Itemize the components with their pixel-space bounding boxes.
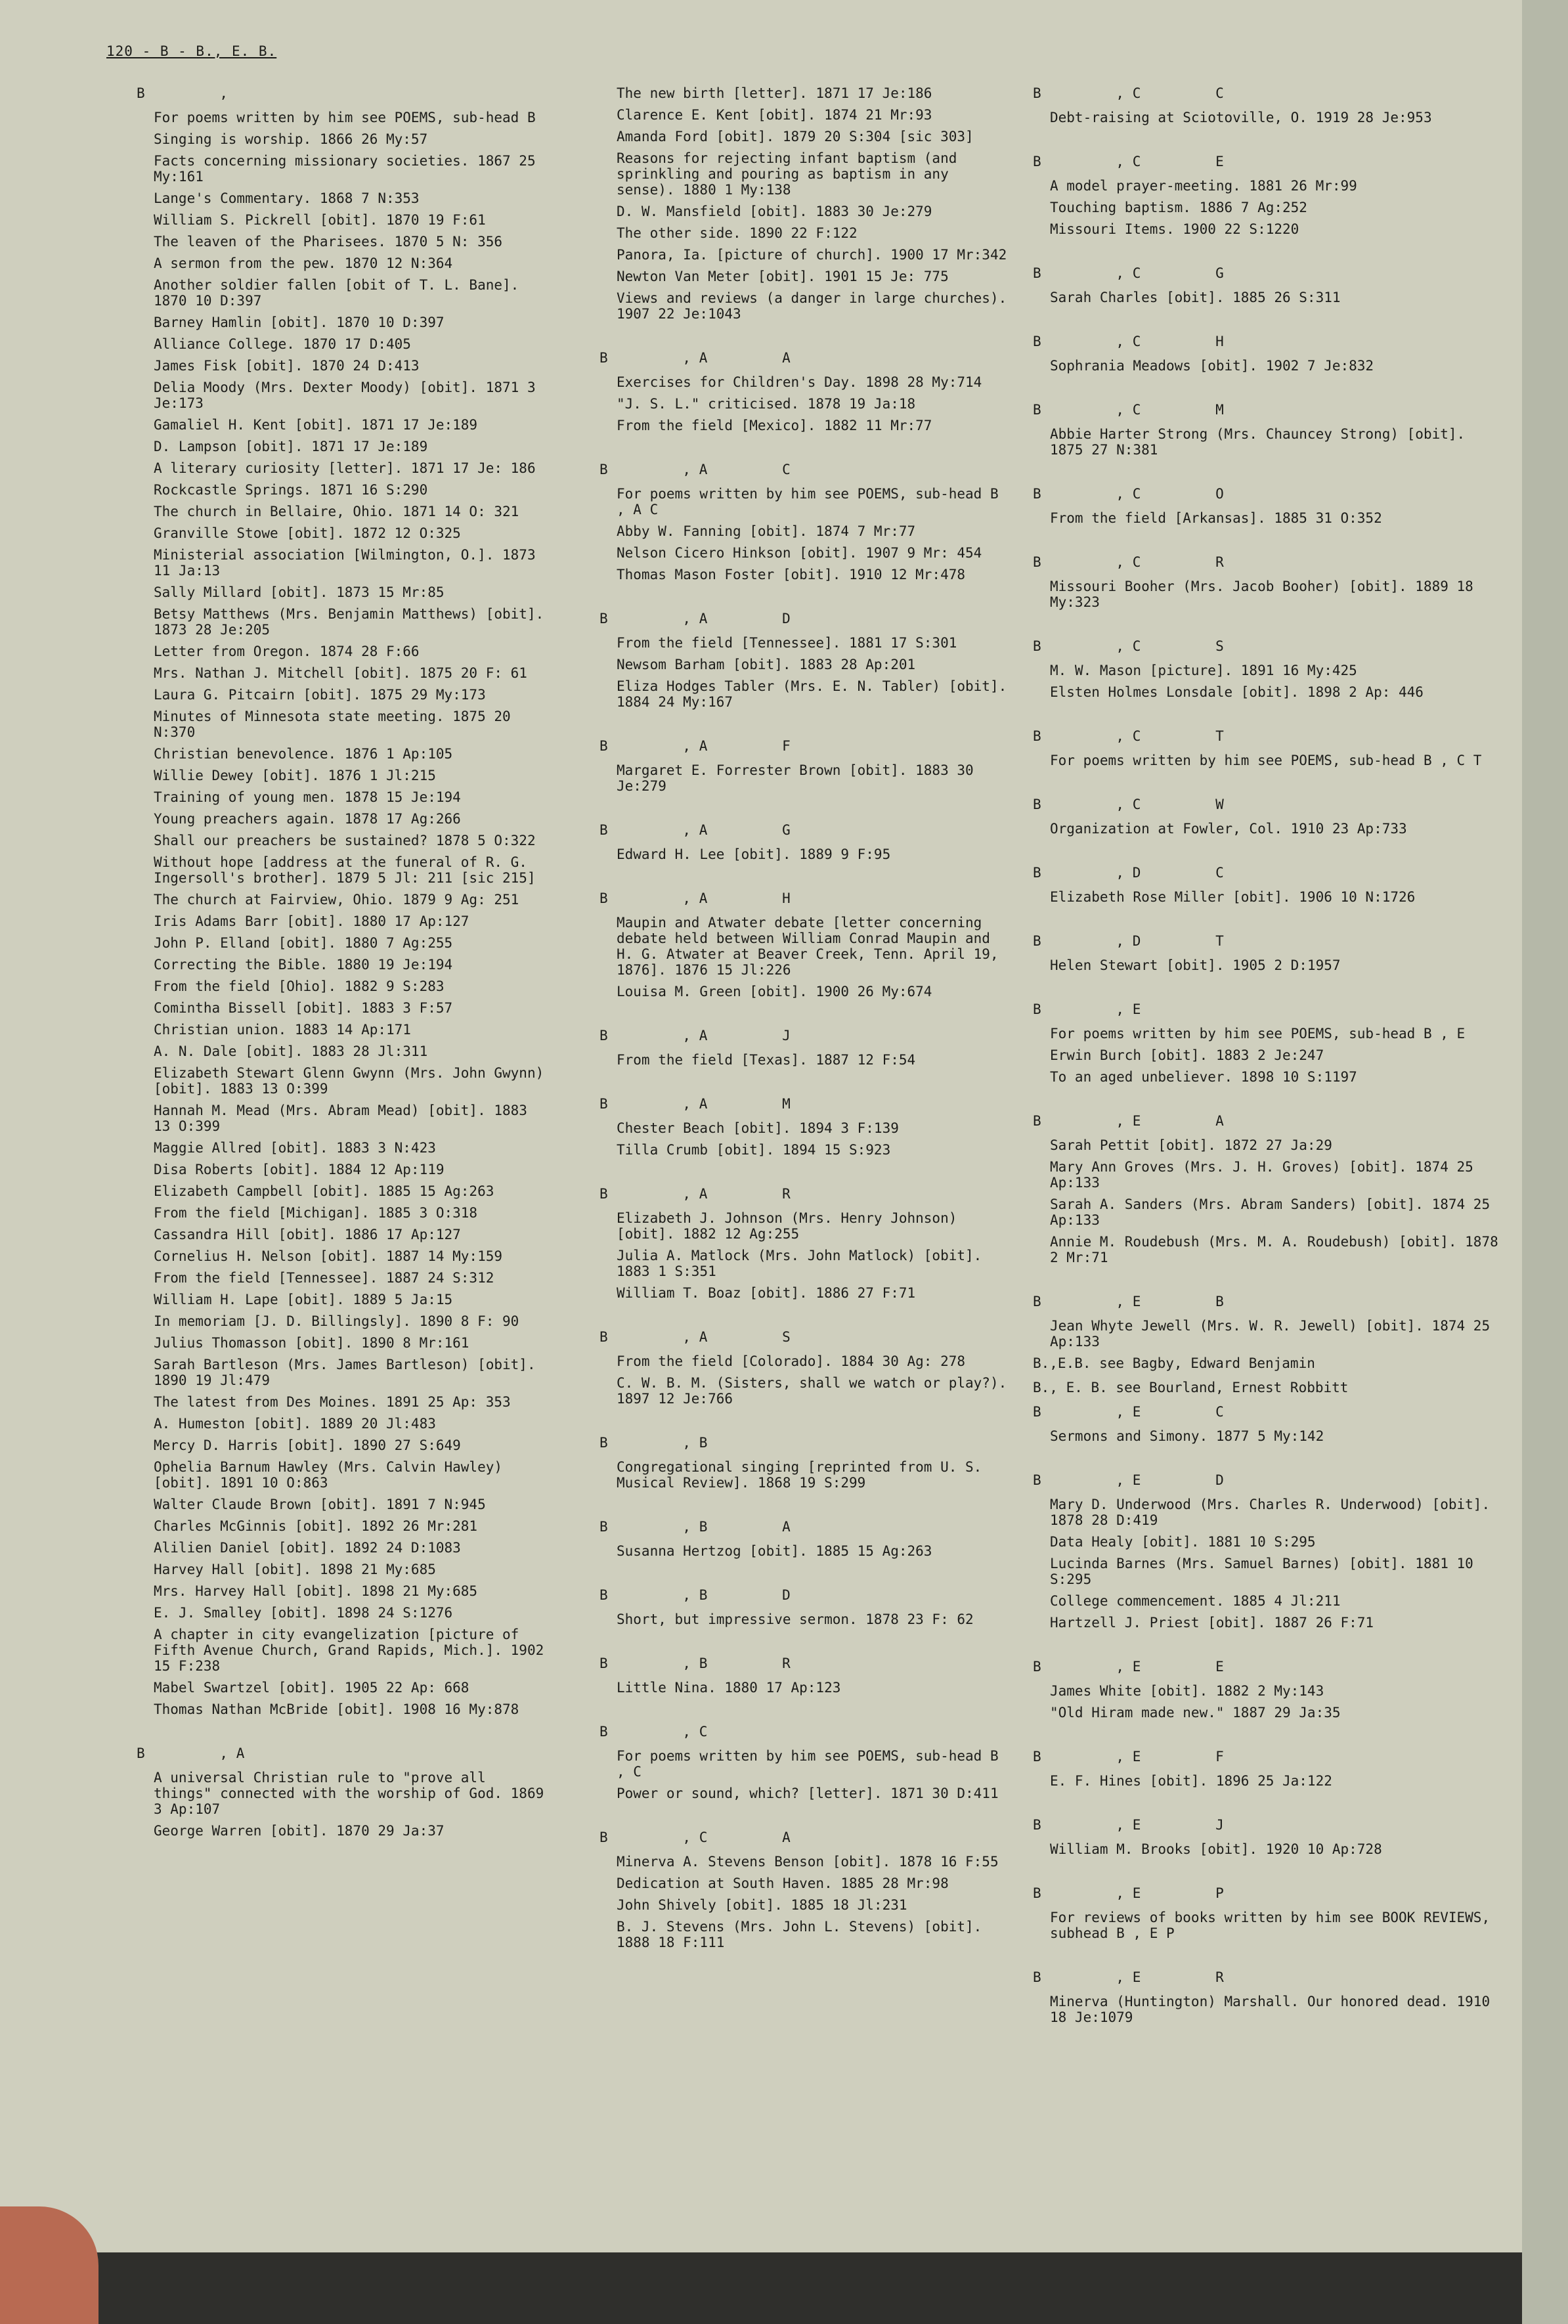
entry-gap xyxy=(1028,243,1500,265)
index-entry: Willie Dewey [obit]. 1876 1 Jl:215 xyxy=(154,768,436,783)
index-entry: Training of young men. 1878 15 Je:194 xyxy=(154,789,461,805)
index-entry: Without hope [address at the funeral of R. G. Ingersoll's brother]. 1879 5 Jl: 211 [sic 215] xyxy=(154,854,536,886)
index-entry: From the field [Tennessee]. 1887 24 S:312 xyxy=(154,1270,494,1286)
page-edge xyxy=(1522,0,1568,2324)
index-entry: From the field [Texas]. 1887 12 F:54 xyxy=(617,1052,916,1068)
index-entry: William S. Pickrell [obit]. 1870 19 F:61 xyxy=(154,212,486,228)
index-entry: James White [obit]. 1882 2 My:143 xyxy=(1050,1683,1324,1699)
author-heading: B , E F xyxy=(1033,1749,1224,1765)
author-heading: B , E D xyxy=(1033,1472,1224,1488)
author-heading: B , A H xyxy=(599,890,791,906)
author-heading: B , E J xyxy=(1033,1817,1224,1833)
index-entry: Data Healy [obit]. 1881 10 S:295 xyxy=(1050,1534,1316,1550)
index-entry: Granville Stowe [obit]. 1872 12 O:325 xyxy=(154,525,461,541)
index-entry: Ophelia Barnum Hawley (Mrs. Calvin Hawley) [obit]. 1891 10 O:863 xyxy=(154,1459,503,1491)
index-entry: Elsten Holmes Lonsdale [obit]. 1898 2 Ap: 446 xyxy=(1050,684,1424,700)
index-entry: From the field [Tennessee]. 1881 17 S:301 xyxy=(617,635,957,651)
entry-gap xyxy=(1028,911,1500,933)
index-entry: "J. S. L." criticised. 1878 19 Ja:18 xyxy=(617,396,916,412)
author-heading: B , E P xyxy=(1033,1885,1224,1901)
index-entry: Hartzell J. Priest [obit]. 1887 26 F:71 xyxy=(1050,1615,1374,1631)
entry-gap xyxy=(594,1074,1014,1096)
desk-surface xyxy=(0,2252,1522,2324)
index-entry: Eliza Hodges Tabler (Mrs. E. N. Tabler) [obit]. 1884 24 My:167 xyxy=(617,678,1007,710)
entry-gap xyxy=(1028,380,1500,402)
index-column-2 xyxy=(594,85,1014,1956)
entry-gap xyxy=(1028,1091,1500,1113)
entry-gap xyxy=(594,328,1014,350)
author-heading: B , C W xyxy=(1033,797,1224,812)
index-entry: A model prayer-meeting. 1881 26 Mr:99 xyxy=(1050,178,1357,194)
index-entry: Lucinda Barnes (Mrs. Samuel Barnes) [obit]. 1881 10 S:295 xyxy=(1050,1556,1473,1587)
index-entry: M. W. Mason [picture]. 1891 16 My:425 xyxy=(1050,663,1357,678)
index-entry: Shall our preachers be sustained? 1878 5 O:322 xyxy=(154,833,536,848)
entry-gap xyxy=(1028,1271,1500,1294)
author-heading: B , D T xyxy=(1033,933,1224,949)
author-heading: B , C xyxy=(599,1724,708,1740)
author-heading: B , A G xyxy=(599,822,791,838)
index-entry: The church in Bellaire, Ohio. 1871 14 O: 321 xyxy=(154,504,519,519)
index-entry: Ministerial association [Wilmington, O.]. 1873 11 Ja:13 xyxy=(154,547,536,579)
index-entry: Minerva A. Stevens Benson [obit]. 1878 16 F:55 xyxy=(617,1854,999,1870)
entry-gap xyxy=(1028,1726,1500,1749)
index-entry: Disa Roberts [obit]. 1884 12 Ap:119 xyxy=(154,1162,445,1177)
index-entry: Mary D. Underwood (Mrs. Charles R. Underwood) [obit]. 1878 28 D:419 xyxy=(1050,1497,1491,1528)
index-entry: Organization at Fowler, Col. 1910 23 Ap:733 xyxy=(1050,821,1407,837)
index-entry: Sarah Pettit [obit]. 1872 27 Ja:29 xyxy=(1050,1137,1332,1153)
entry-gap xyxy=(1028,131,1500,154)
author-heading: B , C R xyxy=(1033,554,1224,570)
index-entry: The leaven of the Pharisees. 1870 5 N: 356 xyxy=(154,234,503,250)
index-entry: Sarah Charles [obit]. 1885 26 S:311 xyxy=(1050,290,1341,305)
index-entry: Delia Moody (Mrs. Dexter Moody) [obit]. 1871 3 Je:173 xyxy=(154,380,536,411)
author-heading: B , A D xyxy=(599,611,791,626)
index-entry: Louisa M. Green [obit]. 1900 26 My:674 xyxy=(617,984,932,999)
author-heading: B , A S xyxy=(599,1329,791,1345)
author-heading: B , C E xyxy=(1033,154,1224,169)
index-entry: Congregational singing [reprinted from U. S. Musical Review]. 1868 19 S:299 xyxy=(617,1459,982,1491)
index-entry: John P. Elland [obit]. 1880 7 Ag:255 xyxy=(154,935,453,951)
index-entry: A chapter in city evangelization [picture of Fifth Avenue Church, Grand Rapids, Mich.]. 1902 15 F:238 xyxy=(154,1627,544,1674)
author-heading: B , C M xyxy=(1033,402,1224,418)
author-heading: B , C H xyxy=(1033,334,1224,349)
entry-gap xyxy=(1028,706,1500,728)
author-heading: B , E R xyxy=(1033,1969,1224,1985)
index-entry: Betsy Matthews (Mrs. Benjamin Matthews) [obit]. 1873 28 Je:205 xyxy=(154,606,544,638)
index-entry: To an aged unbeliever. 1898 10 S:1197 xyxy=(1050,1069,1357,1085)
index-entry: From the field [Michigan]. 1885 3 O:318 xyxy=(154,1205,478,1221)
index-entry: John Shively [obit]. 1885 18 Jl:231 xyxy=(617,1897,907,1913)
index-entry: Missouri Booher (Mrs. Jacob Booher) [obit]. 1889 18 My:323 xyxy=(1050,579,1473,610)
index-entry: For poems written by him see POEMS, sub-head B , A C xyxy=(617,486,999,517)
index-entry: Minerva (Huntington) Marshall. Our honored dead. 1910 18 Je:1079 xyxy=(1050,1994,1491,2025)
index-entry: The new birth [letter]. 1871 17 Je:186 xyxy=(617,85,932,101)
index-entry: Young preachers again. 1878 17 Ag:266 xyxy=(154,811,461,827)
entry-gap xyxy=(594,1005,1014,1028)
entry-gap xyxy=(1028,464,1500,486)
index-entry: Thomas Mason Foster [obit]. 1910 12 Mr:478 xyxy=(617,567,966,582)
index-entry: For reviews of books written by him see BOOK REVIEWS, subhead B , E P xyxy=(1050,1910,1491,1941)
index-entry: Jean Whyte Jewell (Mrs. W. R. Jewell) [obit]. 1874 25 Ap:133 xyxy=(1050,1318,1491,1349)
author-heading: B , D C xyxy=(1033,865,1224,881)
entry-gap xyxy=(131,1723,552,1745)
index-column-3 xyxy=(1028,85,1500,2031)
index-entry: Rockcastle Springs. 1871 16 S:290 xyxy=(154,482,428,498)
index-entry: Alliance College. 1870 17 D:405 xyxy=(154,336,411,352)
index-entry: Minutes of Minnesota state meeting. 1875 20 N:370 xyxy=(154,709,511,740)
index-column-1 xyxy=(131,85,552,1845)
index-entry: Helen Stewart [obit]. 1905 2 D:1957 xyxy=(1050,957,1341,973)
entry-gap xyxy=(1028,532,1500,554)
index-entry: Harvey Hall [obit]. 1898 21 My:685 xyxy=(154,1562,436,1577)
index-entry: Christian benevolence. 1876 1 Ap:105 xyxy=(154,746,453,762)
index-entry: Laura G. Pitcairn [obit]. 1875 29 My:173 xyxy=(154,687,486,703)
index-entry: James Fisk [obit]. 1870 24 D:413 xyxy=(154,358,420,374)
author-heading: B , E xyxy=(1033,1001,1141,1017)
entry-gap xyxy=(594,1565,1014,1587)
author-heading: B , C T xyxy=(1033,728,1224,744)
index-entry: A. N. Dale [obit]. 1883 28 Jl:311 xyxy=(154,1043,428,1059)
index-entry: Power or sound, which? [letter]. 1871 30 D:411 xyxy=(617,1786,999,1801)
author-heading: B , E E xyxy=(1033,1659,1224,1675)
entry-gap xyxy=(594,1413,1014,1435)
index-entry: A sermon from the pew. 1870 12 N:364 xyxy=(154,255,453,271)
index-entry: Sermons and Simony. 1877 5 My:142 xyxy=(1050,1428,1324,1444)
index-entry: Reasons for rejecting infant baptism (and sprinkling and pouring as baptism in any sense). 1880 1 My:138 xyxy=(617,150,957,198)
index-entry: Alilien Daniel [obit]. 1892 24 D:1083 xyxy=(154,1540,461,1556)
entry-gap xyxy=(594,1164,1014,1186)
index-entry: Amanda Ford [obit]. 1879 20 S:304 [sic 303] xyxy=(617,129,974,144)
index-entry: Charles McGinnis [obit]. 1892 26 Mr:281 xyxy=(154,1518,478,1534)
entry-gap xyxy=(1028,979,1500,1001)
author-heading: B , C A xyxy=(599,1830,791,1845)
index-entry: Cassandra Hill [obit]. 1886 17 Ap:127 xyxy=(154,1227,461,1242)
index-entry: B. J. Stevens (Mrs. John L. Stevens) [obit]. 1888 18 F:111 xyxy=(617,1919,982,1950)
index-entry: Dedication at South Haven. 1885 28 Mr:98 xyxy=(617,1875,949,1891)
author-heading: B., E. B. see Bourland, Ernest Robbitt xyxy=(1033,1380,1349,1395)
index-entry: Exercises for Children's Day. 1898 28 My:714 xyxy=(617,374,982,390)
index-entry: D. Lampson [obit]. 1871 17 Je:189 xyxy=(154,439,428,454)
index-entry: William H. Lape [obit]. 1889 5 Ja:15 xyxy=(154,1292,453,1307)
index-entry: Correcting the Bible. 1880 19 Je:194 xyxy=(154,957,453,973)
entry-gap xyxy=(1028,774,1500,797)
index-entry: Thomas Nathan McBride [obit]. 1908 16 My:878 xyxy=(154,1701,519,1717)
index-entry: Mercy D. Harris [obit]. 1890 27 S:649 xyxy=(154,1437,461,1453)
author-heading: B , C C xyxy=(1033,85,1224,101)
index-entry: Chester Beach [obit]. 1894 3 F:139 xyxy=(617,1120,899,1136)
entry-gap xyxy=(1028,616,1500,638)
index-entry: Walter Claude Brown [obit]. 1891 7 N:945 xyxy=(154,1497,486,1512)
entry-gap xyxy=(1028,1450,1500,1472)
index-entry: Missouri Items. 1900 22 S:1220 xyxy=(1050,221,1299,237)
entry-gap xyxy=(594,1807,1014,1830)
author-heading: B , C G xyxy=(1033,265,1224,281)
index-entry: A literary curiosity [letter]. 1871 17 Je: 186 xyxy=(154,460,536,476)
index-entry: For poems written by him see POEMS, sub-head B xyxy=(154,110,536,125)
index-entry: Iris Adams Barr [obit]. 1880 17 Ap:127 xyxy=(154,913,469,929)
index-entry: "Old Hiram made new." 1887 29 Ja:35 xyxy=(1050,1705,1341,1721)
index-entry: Sally Millard [obit]. 1873 15 Mr:85 xyxy=(154,584,445,600)
author-heading: B.,E.B. see Bagby, Edward Benjamin xyxy=(1033,1355,1315,1371)
index-entry: Hannah M. Mead (Mrs. Abram Mead) [obit]. 1883 13 O:399 xyxy=(154,1103,527,1134)
index-entry: For poems written by him see POEMS, sub-head B , E xyxy=(1050,1026,1466,1041)
index-entry: Singing is worship. 1866 26 My:57 xyxy=(154,131,428,147)
index-entry: For poems written by him see POEMS, sub-head B , C xyxy=(617,1748,999,1780)
index-entry: Julia A. Matlock (Mrs. John Matlock) [obit]. 1883 1 S:351 xyxy=(617,1248,982,1279)
index-entry: Elizabeth Campbell [obit]. 1885 15 Ag:263 xyxy=(154,1183,494,1199)
index-entry: Barney Hamlin [obit]. 1870 10 D:397 xyxy=(154,315,445,330)
index-entry: D. W. Mansfield [obit]. 1883 30 Je:279 xyxy=(617,204,932,219)
index-entry: Sophrania Meadows [obit]. 1902 7 Je:832 xyxy=(1050,358,1374,374)
index-entry: The church at Fairview, Ohio. 1879 9 Ag: 251 xyxy=(154,892,519,908)
index-entry: Maupin and Atwater debate [letter concerning debate held between William Conrad Maupin and H. G. Atwater at Beaver Creek, Tenn. April 19, 1876]. 1876 15 Jl:226 xyxy=(617,915,999,978)
index-entry: Newton Van Meter [obit]. 1901 15 Je: 775 xyxy=(617,269,949,284)
index-entry: Elizabeth J. Johnson (Mrs. Henry Johnson) [obit]. 1882 12 Ag:255 xyxy=(617,1210,957,1242)
index-entry: Elizabeth Stewart Glenn Gwynn (Mrs. John Gwynn) [obit]. 1883 13 O:399 xyxy=(154,1065,544,1097)
index-entry: Cornelius H. Nelson [obit]. 1887 14 My:159 xyxy=(154,1248,503,1264)
index-entry: Panora, Ia. [picture of church]. 1900 17 Mr:342 xyxy=(617,247,1007,263)
index-entry: Lange's Commentary. 1868 7 N:353 xyxy=(154,190,420,206)
index-entry: Views and reviews (a danger in large churches). 1907 22 Je:1043 xyxy=(617,290,1007,322)
index-entry: Newsom Barham [obit]. 1883 28 Ap:201 xyxy=(617,657,916,672)
entry-gap xyxy=(1028,1863,1500,1885)
index-entry: E. J. Smalley [obit]. 1898 24 S:1276 xyxy=(154,1605,453,1621)
index-entry: Annie M. Roudebush (Mrs. M. A. Roudebush) [obit]. 1878 2 Mr:71 xyxy=(1050,1234,1498,1265)
author-heading: B , E A xyxy=(1033,1113,1224,1129)
author-heading: B , A F xyxy=(599,738,791,754)
index-entry: Mrs. Nathan J. Mitchell [obit]. 1875 20 F: 61 xyxy=(154,665,527,681)
entry-gap xyxy=(594,868,1014,890)
index-entry: George Warren [obit]. 1870 29 Ja:37 xyxy=(154,1823,445,1839)
index-entry: Touching baptism. 1886 7 Ag:252 xyxy=(1050,200,1307,215)
entry-gap xyxy=(594,1633,1014,1655)
author-heading: B , E B xyxy=(1033,1294,1224,1309)
index-entry: William M. Brooks [obit]. 1920 10 Ap:728 xyxy=(1050,1841,1382,1857)
index-entry: The other side. 1890 22 F:122 xyxy=(617,225,858,241)
author-heading: B , A A xyxy=(599,350,791,366)
index-entry: Another soldier fallen [obit of T. L. Bane]. 1870 10 D:397 xyxy=(154,277,519,309)
author-heading: B , A C xyxy=(599,462,791,477)
author-heading: B , xyxy=(137,85,229,101)
index-entry: Abbie Harter Strong (Mrs. Chauncey Strong) [obit]. 1875 27 N:381 xyxy=(1050,426,1466,458)
index-entry: Elizabeth Rose Miller [obit]. 1906 10 N:1726 xyxy=(1050,889,1416,905)
index-entry: E. F. Hines [obit]. 1896 25 Ja:122 xyxy=(1050,1773,1332,1789)
author-heading: B , E C xyxy=(1033,1404,1224,1420)
author-heading: B , A R xyxy=(599,1186,791,1202)
author-heading: B , B A xyxy=(599,1519,791,1535)
index-entry: For poems written by him see POEMS, sub-head B , C T xyxy=(1050,753,1482,768)
index-entry: A. Humeston [obit]. 1889 20 Jl:483 xyxy=(154,1416,436,1432)
index-entry: Tilla Crumb [obit]. 1894 15 S:923 xyxy=(617,1142,891,1158)
index-entry: Mabel Swartzel [obit]. 1905 22 Ap: 668 xyxy=(154,1680,469,1696)
index-entry: Susanna Hertzog [obit]. 1885 15 Ag:263 xyxy=(617,1543,932,1559)
index-entry: Nelson Cicero Hinkson [obit]. 1907 9 Mr: 454 xyxy=(617,545,982,561)
author-heading: B , A M xyxy=(599,1096,791,1112)
author-heading: B , A xyxy=(137,1745,245,1761)
index-entry: Maggie Allred [obit]. 1883 3 N:423 xyxy=(154,1140,436,1156)
index-entry: Mrs. Harvey Hall [obit]. 1898 21 My:685 xyxy=(154,1583,478,1599)
entry-gap xyxy=(1028,1795,1500,1817)
index-entry: From the field [Mexico]. 1882 11 Mr:77 xyxy=(617,418,932,433)
index-entry: Debt-raising at Sciotoville, O. 1919 28 Je:953 xyxy=(1050,110,1432,125)
index-entry: A universal Christian rule to "prove all things" connected with the worship of God. 1869 3 Ap:107 xyxy=(154,1770,544,1817)
entry-gap xyxy=(1028,1636,1500,1659)
author-heading: B , A J xyxy=(599,1028,791,1043)
index-entry: From the field [Colorado]. 1884 30 Ag: 278 xyxy=(617,1353,966,1369)
index-entry: Letter from Oregon. 1874 28 F:66 xyxy=(154,644,420,659)
entry-gap xyxy=(1028,843,1500,865)
author-heading: B , B R xyxy=(599,1655,791,1671)
index-entry: Gamaliel H. Kent [obit]. 1871 17 Je:189 xyxy=(154,417,478,433)
entry-gap xyxy=(594,1701,1014,1724)
index-entry: Mary Ann Groves (Mrs. J. H. Groves) [obit]. 1874 25 Ap:133 xyxy=(1050,1159,1473,1191)
index-entry: From the field [Ohio]. 1882 9 S:283 xyxy=(154,978,445,994)
entry-gap xyxy=(594,1497,1014,1519)
page-header: 120 - B - B., E. B. xyxy=(106,43,277,59)
index-entry: William T. Boaz [obit]. 1886 27 F:71 xyxy=(617,1285,916,1301)
author-heading: B , C O xyxy=(1033,486,1224,502)
index-entry: Christian union. 1883 14 Ap:171 xyxy=(154,1022,411,1038)
entry-gap xyxy=(594,800,1014,822)
index-entry: Short, but impressive sermon. 1878 23 F: 62 xyxy=(617,1611,974,1627)
entry-gap xyxy=(594,716,1014,738)
entry-gap xyxy=(594,588,1014,611)
entry-gap xyxy=(1028,311,1500,334)
index-entry: Comintha Bissell [obit]. 1883 3 F:57 xyxy=(154,1000,453,1016)
index-entry: Margaret E. Forrester Brown [obit]. 1883 30 Je:279 xyxy=(617,762,974,794)
author-heading: B , B xyxy=(599,1435,708,1451)
index-entry: Facts concerning missionary societies. 1867 25 My:161 xyxy=(154,153,536,185)
index-entry: In memoriam [J. D. Billingsly]. 1890 8 F: 90 xyxy=(154,1313,519,1329)
index-entry: Sarah Bartleson (Mrs. James Bartleson) [obit]. 1890 19 Jl:479 xyxy=(154,1357,536,1388)
index-entry: The latest from Des Moines. 1891 25 Ap: 353 xyxy=(154,1394,511,1410)
index-entry: Julius Thomasson [obit]. 1890 8 Mr:161 xyxy=(154,1335,469,1351)
index-entry: Abby W. Fanning [obit]. 1874 7 Mr:77 xyxy=(617,523,916,539)
entry-gap xyxy=(1028,1947,1500,1969)
entry-gap xyxy=(594,1307,1014,1329)
entry-gap xyxy=(594,439,1014,462)
index-entry: College commencement. 1885 4 Jl:211 xyxy=(1050,1593,1341,1609)
index-entry: Erwin Burch [obit]. 1883 2 Je:247 xyxy=(1050,1047,1324,1063)
author-heading: B , B D xyxy=(599,1587,791,1603)
index-entry: Sarah A. Sanders (Mrs. Abram Sanders) [obit]. 1874 25 Ap:133 xyxy=(1050,1196,1491,1228)
index-entry: Little Nina. 1880 17 Ap:123 xyxy=(617,1680,841,1696)
index-entry: From the field [Arkansas]. 1885 31 O:352 xyxy=(1050,510,1382,526)
index-entry: C. W. B. M. (Sisters, shall we watch or play?). 1897 12 Je:766 xyxy=(617,1375,1007,1407)
index-entry: Edward H. Lee [obit]. 1889 9 F:95 xyxy=(617,846,891,862)
index-entry: Clarence E. Kent [obit]. 1874 21 Mr:93 xyxy=(617,107,932,123)
author-heading: B , C S xyxy=(1033,638,1224,654)
